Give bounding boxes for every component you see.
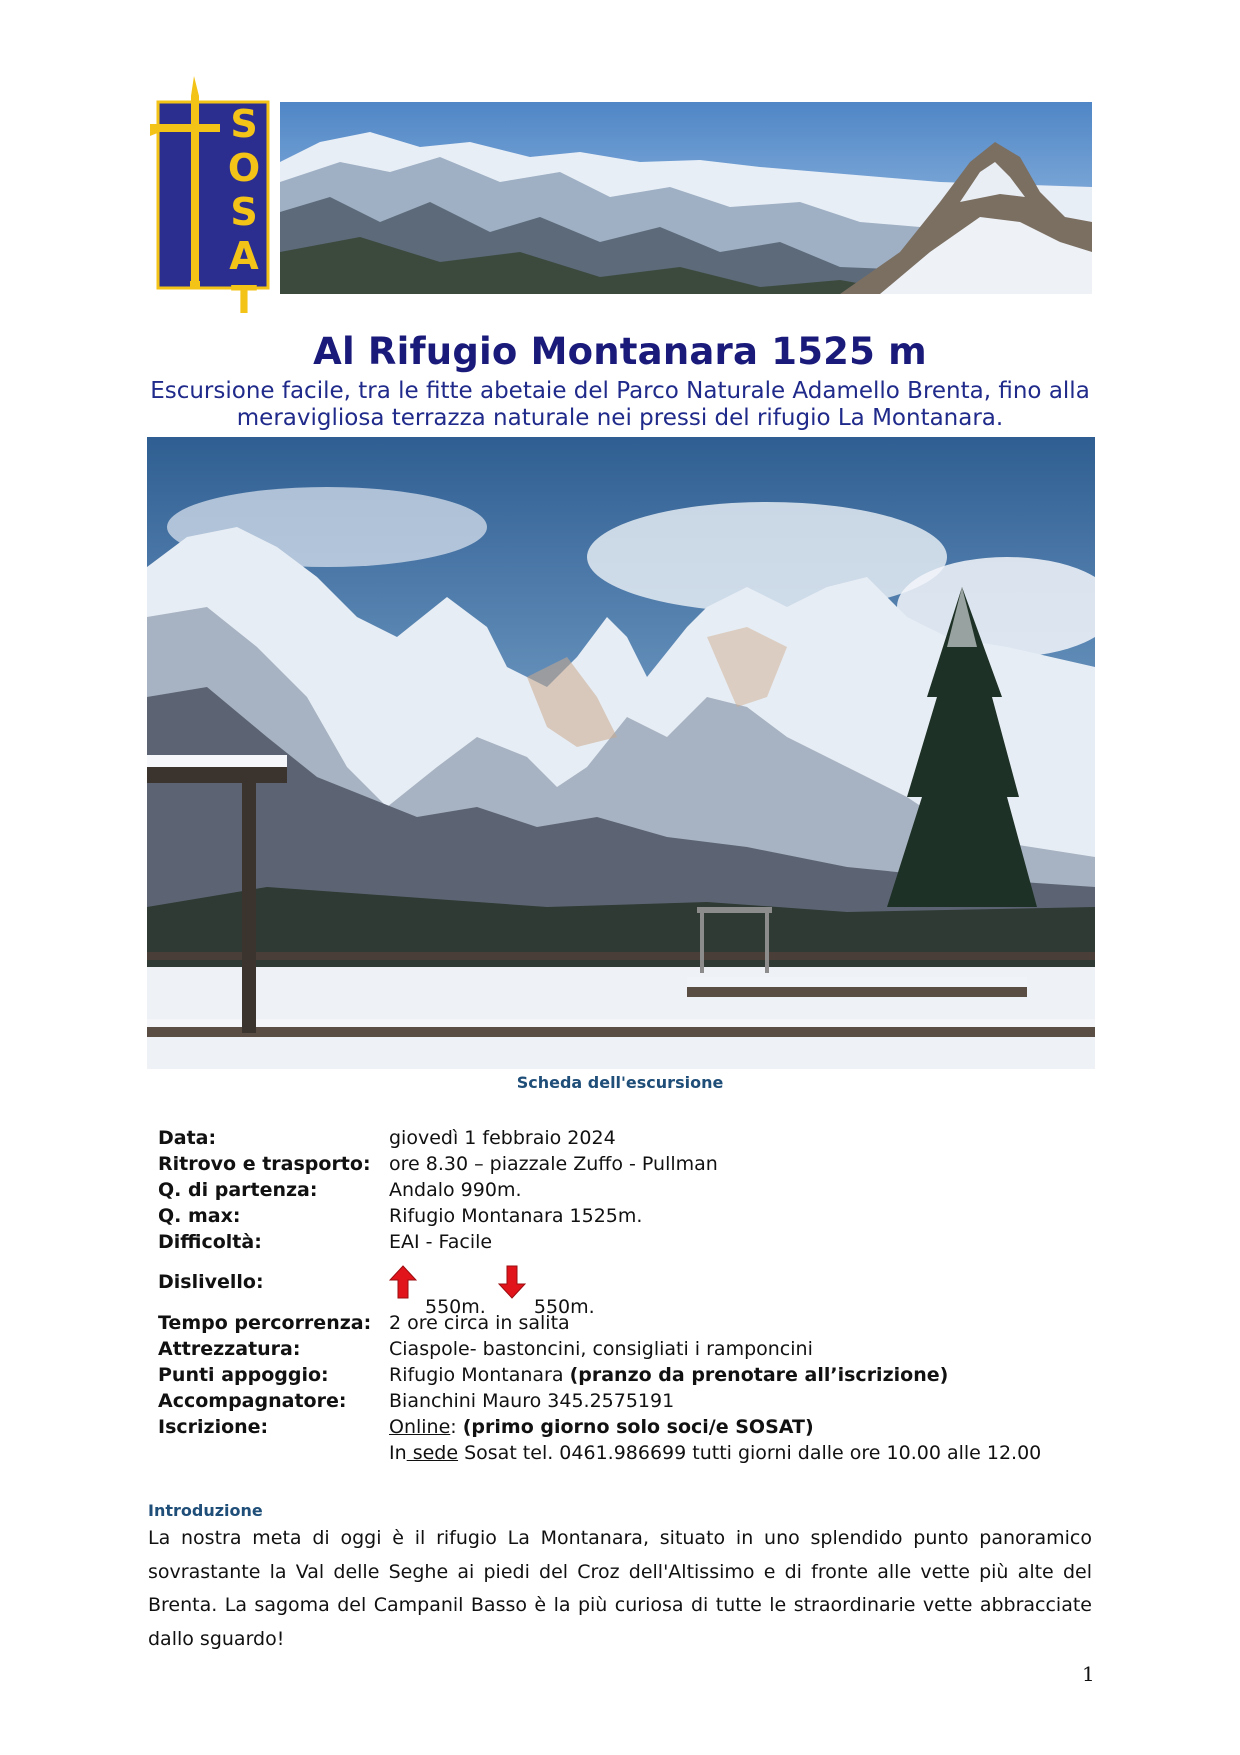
value-ritrovo: ore 8.30 – piazzale Zuffo - Pullman (389, 1153, 718, 1175)
value-attrezzatura: Ciaspole- bastoncini, consigliati i ramponcini (389, 1338, 813, 1360)
value-difficolta: EAI - Facile (389, 1231, 493, 1253)
label-tempo: Tempo percorrenza: (158, 1312, 372, 1334)
logo-letter: S (230, 102, 258, 146)
label-max: Q. max: (158, 1205, 241, 1227)
value-dislivello (389, 1265, 595, 1318)
label-attrezzatura: Attrezzatura: (158, 1338, 301, 1360)
sosat-logo (150, 76, 275, 322)
logo-letter: S (230, 190, 258, 234)
label-data: Data: (158, 1127, 217, 1149)
section-caption: Scheda dell'escursione (516, 1073, 724, 1092)
intro-heading: Introduzione (148, 1501, 263, 1520)
dislivello-down: 550m. (533, 1296, 595, 1318)
sede-rest: Sosat tel. 0461.986699 tutti giorni dalle ore 10.00 alle 12.00 (458, 1442, 1042, 1464)
value-data: giovedì 1 febbraio 2024 (389, 1127, 616, 1149)
appoggio-note: (pranzo da prenotare all’iscrizione) (569, 1364, 949, 1386)
label-accompagnatore: Accompagnatore: (158, 1390, 347, 1412)
label-iscrizione: Iscrizione: (158, 1416, 269, 1438)
label-dislivello: Dislivello: (158, 1271, 264, 1293)
logo-letter: O (227, 146, 261, 190)
logo-letter: T (231, 278, 257, 322)
logo-letters (220, 102, 268, 322)
label-appoggio: Punti appoggio: (158, 1364, 329, 1386)
page-title: Al Rifugio Montanara 1525 m (313, 330, 927, 373)
value-iscrizione-sede (389, 1442, 1041, 1464)
logo-letter: A (229, 234, 259, 278)
label-ritrovo: Ritrovo e trasporto: (158, 1153, 371, 1175)
dislivello-up: 550m. (425, 1296, 486, 1318)
arrow-up-icon (389, 1265, 417, 1299)
value-iscrizione-online (389, 1416, 814, 1438)
online-sep: : (450, 1416, 457, 1438)
sede-link[interactable]: sede (406, 1442, 459, 1464)
arrow-down-icon (498, 1265, 526, 1299)
intro-paragraph: La nostra meta di oggi è il rifugio La Montanara, situato in uno splendido punto panoramico sovrastante la Val delle Seghe ai piedi del Croz dell'Altissimo e di fronte alle vette più alte del Brenta. La sagoma del Campanil Basso è la più curiosa di tutte le straordinarie vette abbracciate dallo sguardo! (148, 1527, 1092, 1650)
page-number: 1 (1082, 1662, 1095, 1686)
page-subtitle: Escursione facile, tra le fitte abetaie del Parco Naturale Adamello Brenta, fino alla meravigliosa terrazza naturale nei pressi del rifugio La Montanara. (150, 378, 1090, 431)
online-note: (primo giorno solo soci/e SOSAT) (462, 1416, 814, 1438)
appoggio-value: Rifugio Montanara (389, 1364, 564, 1386)
value-tempo: 2 ore circa in salita (389, 1312, 570, 1334)
online-link[interactable]: Online (389, 1416, 451, 1438)
sede-prefix: In (389, 1442, 407, 1464)
label-difficolta: Difficoltà: (158, 1231, 262, 1253)
value-accompagnatore: Bianchini Mauro 345.2575191 (389, 1390, 675, 1412)
value-max: Rifugio Montanara 1525m. (389, 1205, 643, 1227)
header-mountain-photo (280, 102, 1092, 294)
value-partenza: Andalo 990m. (389, 1179, 522, 1201)
main-mountain-photo (147, 437, 1095, 1069)
label-partenza: Q. di partenza: (158, 1179, 318, 1201)
value-appoggio (389, 1364, 948, 1386)
